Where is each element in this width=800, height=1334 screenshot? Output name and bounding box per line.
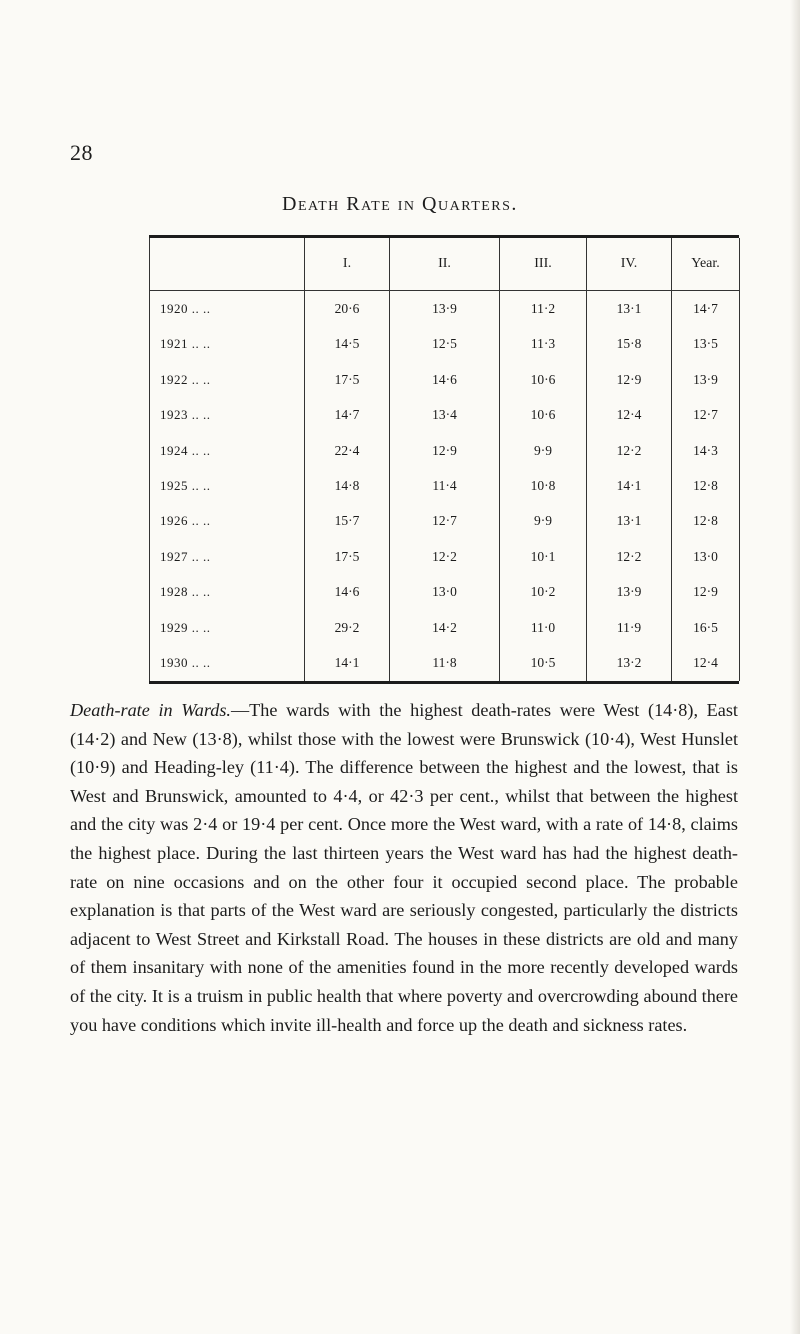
- cell-q2: 11·4: [390, 468, 500, 503]
- row-year: 1920 .. ..: [150, 291, 305, 327]
- table-row: [150, 291, 740, 327]
- cell-q2: 11·8: [390, 645, 500, 681]
- row-year: 1924 .. ..: [150, 433, 305, 468]
- table-row: [150, 645, 740, 681]
- cell-year-total: 14·3: [672, 433, 740, 468]
- cell-q1: 14·1: [305, 645, 390, 681]
- cell-q2: 13·0: [390, 575, 500, 610]
- table-row: [150, 327, 740, 362]
- table-row: [150, 362, 740, 397]
- row-year: 1928 .. ..: [150, 575, 305, 610]
- column-header-total: Year.: [672, 238, 740, 291]
- cell-q4: 15·8: [587, 327, 672, 362]
- cell-q3: 10·6: [500, 397, 587, 432]
- column-header-q2: II.: [390, 238, 500, 291]
- cell-year-total: 16·5: [672, 610, 740, 645]
- cell-q3: 9·9: [500, 433, 587, 468]
- cell-year-total: 12·8: [672, 504, 740, 539]
- cell-q3: 11·3: [500, 327, 587, 362]
- cell-q2: 12·7: [390, 504, 500, 539]
- cell-q4: 11·9: [587, 610, 672, 645]
- column-header-q3: III.: [500, 238, 587, 291]
- cell-q3: 10·2: [500, 575, 587, 610]
- cell-q4: 13·1: [587, 504, 672, 539]
- cell-q3: 11·0: [500, 610, 587, 645]
- cell-q1: 29·2: [305, 610, 390, 645]
- paragraph-text: —The wards with the highest death-rates were West (14·8), East (14·2) and New (13·8), whilst those with the lowest were Brunswick (10·4), West Hunslet (10·9) and Heading-ley (11·4). The difference between the highest and the lowest, that is West and Brunswick, amounted to 4·4, or 42·3 per cent., whilst that between the highest and the city was 2·4 or 19·4 per cent. Once more the West ward, with a rate of 14·8, claims the highest place. During the last thirteen years the West ward has had the highest death-rate on nine occasions and on the other four it occupied second place. The probable explanation is that parts of the West ward are seriously congested, particularly the districts adjacent to West Street and Kirkstall Road. The houses in these districts are old and many of them insanitary with none of the amenities found in the more recently developed wards of the city. It is a truism in public health that where poverty and overcrowding abound there you have conditions which invite ill-health and force up the death and sickness rates.: [70, 700, 738, 1035]
- cell-q2: 13·9: [390, 291, 500, 327]
- row-year: 1929 .. ..: [150, 610, 305, 645]
- column-header-year: [150, 238, 305, 291]
- cell-q2: 14·6: [390, 362, 500, 397]
- cell-q2: 12·5: [390, 327, 500, 362]
- page-edge-shadow: [790, 0, 800, 1334]
- cell-year-total: 12·8: [672, 468, 740, 503]
- quarters-table: [149, 238, 740, 681]
- table-row: [150, 504, 740, 539]
- cell-q1: 14·7: [305, 397, 390, 432]
- cell-q4: 12·9: [587, 362, 672, 397]
- table-header-row: [150, 238, 740, 291]
- table-row: [150, 397, 740, 432]
- cell-q2: 12·9: [390, 433, 500, 468]
- page-number: 28: [70, 140, 93, 165]
- row-year: 1921 .. ..: [150, 327, 305, 362]
- ward-death-rate-paragraph: [70, 696, 738, 1039]
- table-row: [150, 433, 740, 468]
- cell-q1: 17·5: [305, 362, 390, 397]
- table-row: [150, 468, 740, 503]
- cell-q3: 11·2: [500, 291, 587, 327]
- cell-q1: 14·8: [305, 468, 390, 503]
- cell-q1: 20·6: [305, 291, 390, 327]
- cell-q1: 14·5: [305, 327, 390, 362]
- table-row: [150, 575, 740, 610]
- cell-year-total: 13·9: [672, 362, 740, 397]
- cell-q1: 15·7: [305, 504, 390, 539]
- row-year: 1922 .. ..: [150, 362, 305, 397]
- cell-year-total: 12·4: [672, 645, 740, 681]
- cell-q3: 10·5: [500, 645, 587, 681]
- cell-q4: 12·2: [587, 433, 672, 468]
- row-year: 1927 .. ..: [150, 539, 305, 574]
- cell-q2: 14·2: [390, 610, 500, 645]
- table-row: [150, 539, 740, 574]
- row-year: 1926 .. ..: [150, 504, 305, 539]
- table-body: [150, 291, 740, 682]
- table-row: [150, 610, 740, 645]
- row-year: 1925 .. ..: [150, 468, 305, 503]
- cell-q4: 13·2: [587, 645, 672, 681]
- column-header-q1: I.: [305, 238, 390, 291]
- cell-q3: 10·6: [500, 362, 587, 397]
- death-rate-table: [149, 235, 739, 684]
- section-title: Death Rate in Quarters.: [282, 193, 518, 215]
- cell-q3: 10·8: [500, 468, 587, 503]
- cell-q4: 14·1: [587, 468, 672, 503]
- cell-q3: 10·1: [500, 539, 587, 574]
- cell-year-total: 14·7: [672, 291, 740, 327]
- cell-q2: 13·4: [390, 397, 500, 432]
- paragraph-lead: Death-rate in Wards.: [70, 700, 231, 720]
- cell-q1: 22·4: [305, 433, 390, 468]
- cell-q4: 13·9: [587, 575, 672, 610]
- cell-year-total: 13·0: [672, 539, 740, 574]
- cell-q1: 17·5: [305, 539, 390, 574]
- cell-q4: 12·2: [587, 539, 672, 574]
- cell-q3: 9·9: [500, 504, 587, 539]
- column-header-q4: IV.: [587, 238, 672, 291]
- row-year: 1930 .. ..: [150, 645, 305, 681]
- cell-q1: 14·6: [305, 575, 390, 610]
- cell-year-total: 13·5: [672, 327, 740, 362]
- row-year: 1923 .. ..: [150, 397, 305, 432]
- cell-q4: 13·1: [587, 291, 672, 327]
- cell-year-total: 12·7: [672, 397, 740, 432]
- cell-q2: 12·2: [390, 539, 500, 574]
- cell-year-total: 12·9: [672, 575, 740, 610]
- cell-q4: 12·4: [587, 397, 672, 432]
